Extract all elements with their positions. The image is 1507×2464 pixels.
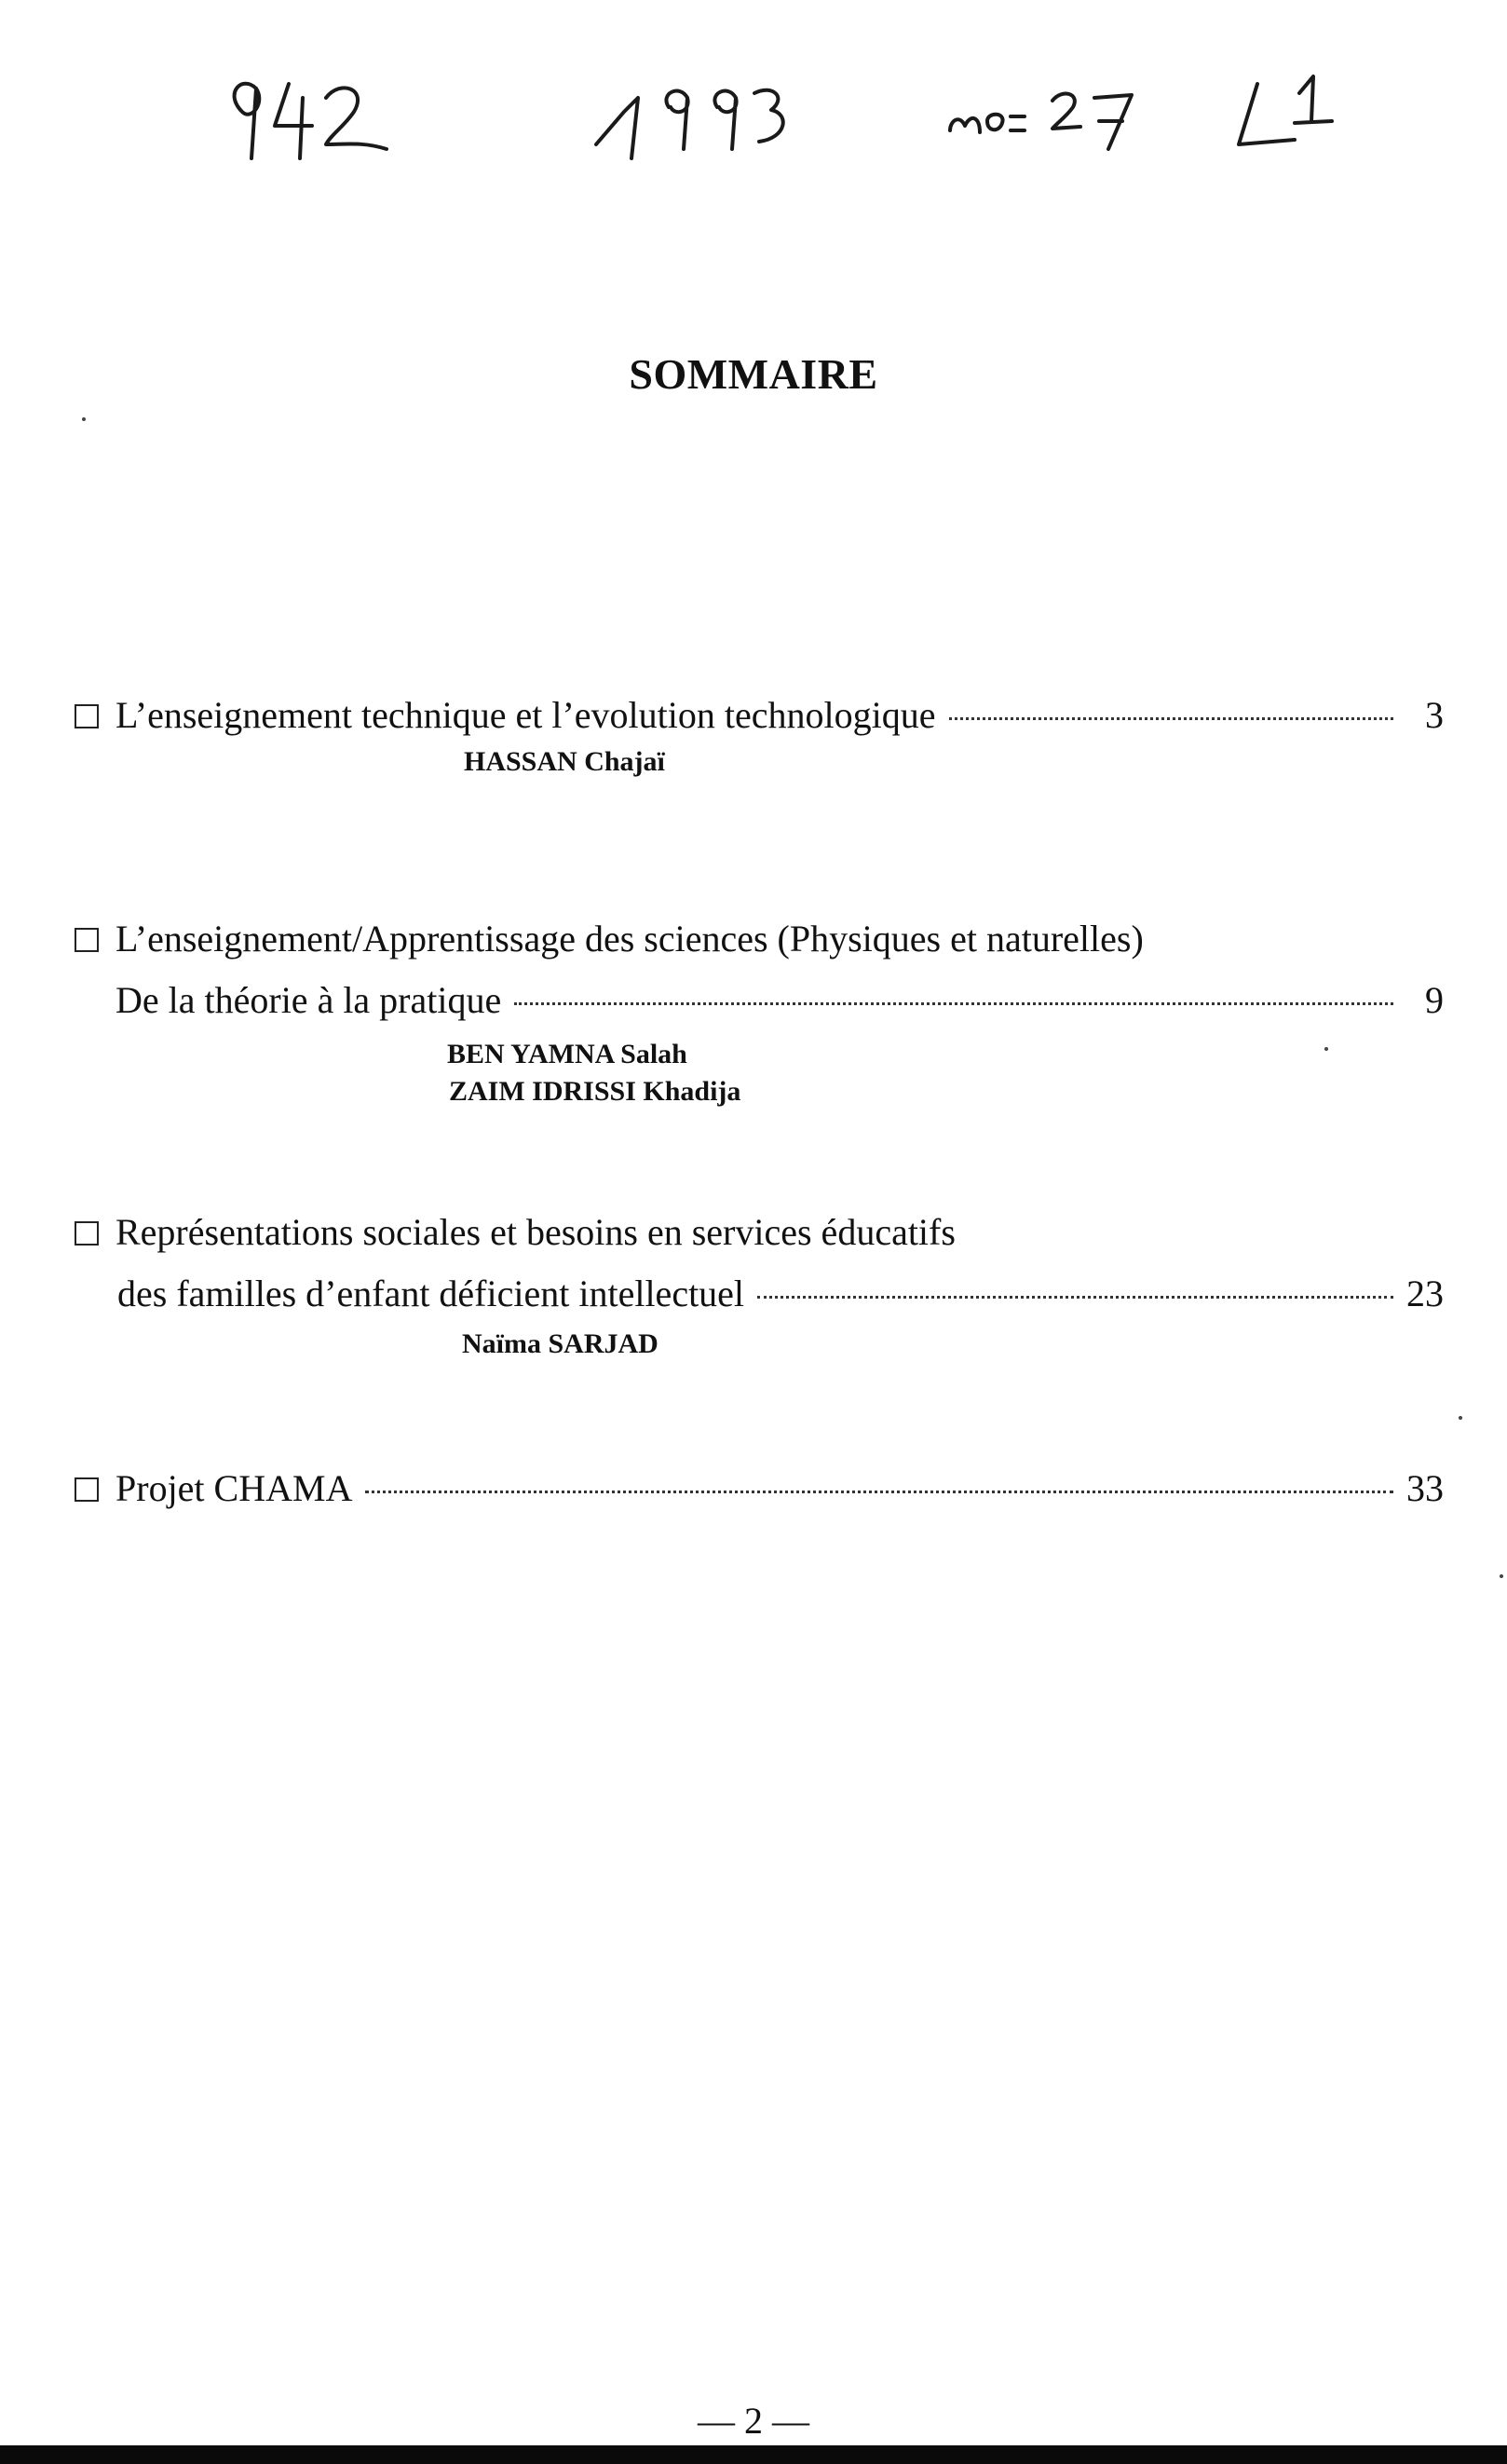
toc-entry-title: Représentations sociales et besoins en services éducatifs: [115, 1211, 956, 1253]
toc-entry-line: [117, 1268, 1444, 1320]
scan-speck: [82, 417, 86, 421]
dot-leader: [757, 1296, 1393, 1299]
toc-entry: [75, 1206, 1444, 1374]
toc-entry-line: [75, 1206, 1444, 1259]
handwritten-annotation: [214, 56, 1378, 177]
toc-entry-title: Projet CHAMA: [115, 1467, 353, 1509]
checkbox-icon: [75, 704, 99, 728]
toc-author: HASSAN Chajaï: [464, 746, 665, 777]
toc-author: BEN YAMNA Salah: [447, 1039, 687, 1069]
toc-entry-subtitle: des familles d’enfant déficient intellectuel: [117, 1273, 745, 1314]
toc-page-number: 3: [1425, 694, 1444, 736]
toc-page-number: 9: [1425, 979, 1444, 1021]
checkbox-icon: [75, 1477, 99, 1502]
toc-entry: [75, 689, 1444, 792]
toc-entry-line: [75, 1463, 1444, 1515]
scan-speck: [1500, 1574, 1503, 1578]
toc-page-number: 33: [1406, 1467, 1444, 1509]
toc-entry-title: L’enseignement technique et l’evolution technologique: [115, 694, 936, 736]
checkbox-icon: [75, 1221, 99, 1246]
toc-entry-line: [75, 913, 1444, 965]
toc-entry: [75, 913, 1444, 1118]
toc-author: ZAIM IDRISSI Khadija: [449, 1076, 741, 1107]
dot-leader: [514, 1002, 1393, 1005]
page-title: SOMMAIRE: [629, 350, 878, 398]
toc-entry: [75, 1463, 1444, 1518]
toc-author: Naïma SARJAD: [462, 1328, 658, 1359]
page-number-footer: — 2 —: [698, 2400, 809, 2442]
toc-entry-line: [75, 689, 1444, 742]
dot-leader: [365, 1491, 1393, 1493]
checkbox-icon: [75, 928, 99, 952]
toc-entry-subtitle: De la théorie à la pratique: [115, 979, 502, 1021]
scan-edge-bar: [0, 2445, 1507, 2464]
toc-entry-line: [115, 974, 1444, 1027]
scan-speck: [1324, 1047, 1328, 1051]
dot-leader: [949, 717, 1394, 720]
toc-page-number: 23: [1406, 1273, 1444, 1314]
toc-entry-title: L’enseignement/Apprentissage des sciences (Physiques et naturelles): [115, 918, 1144, 960]
scan-speck: [1459, 1416, 1462, 1420]
